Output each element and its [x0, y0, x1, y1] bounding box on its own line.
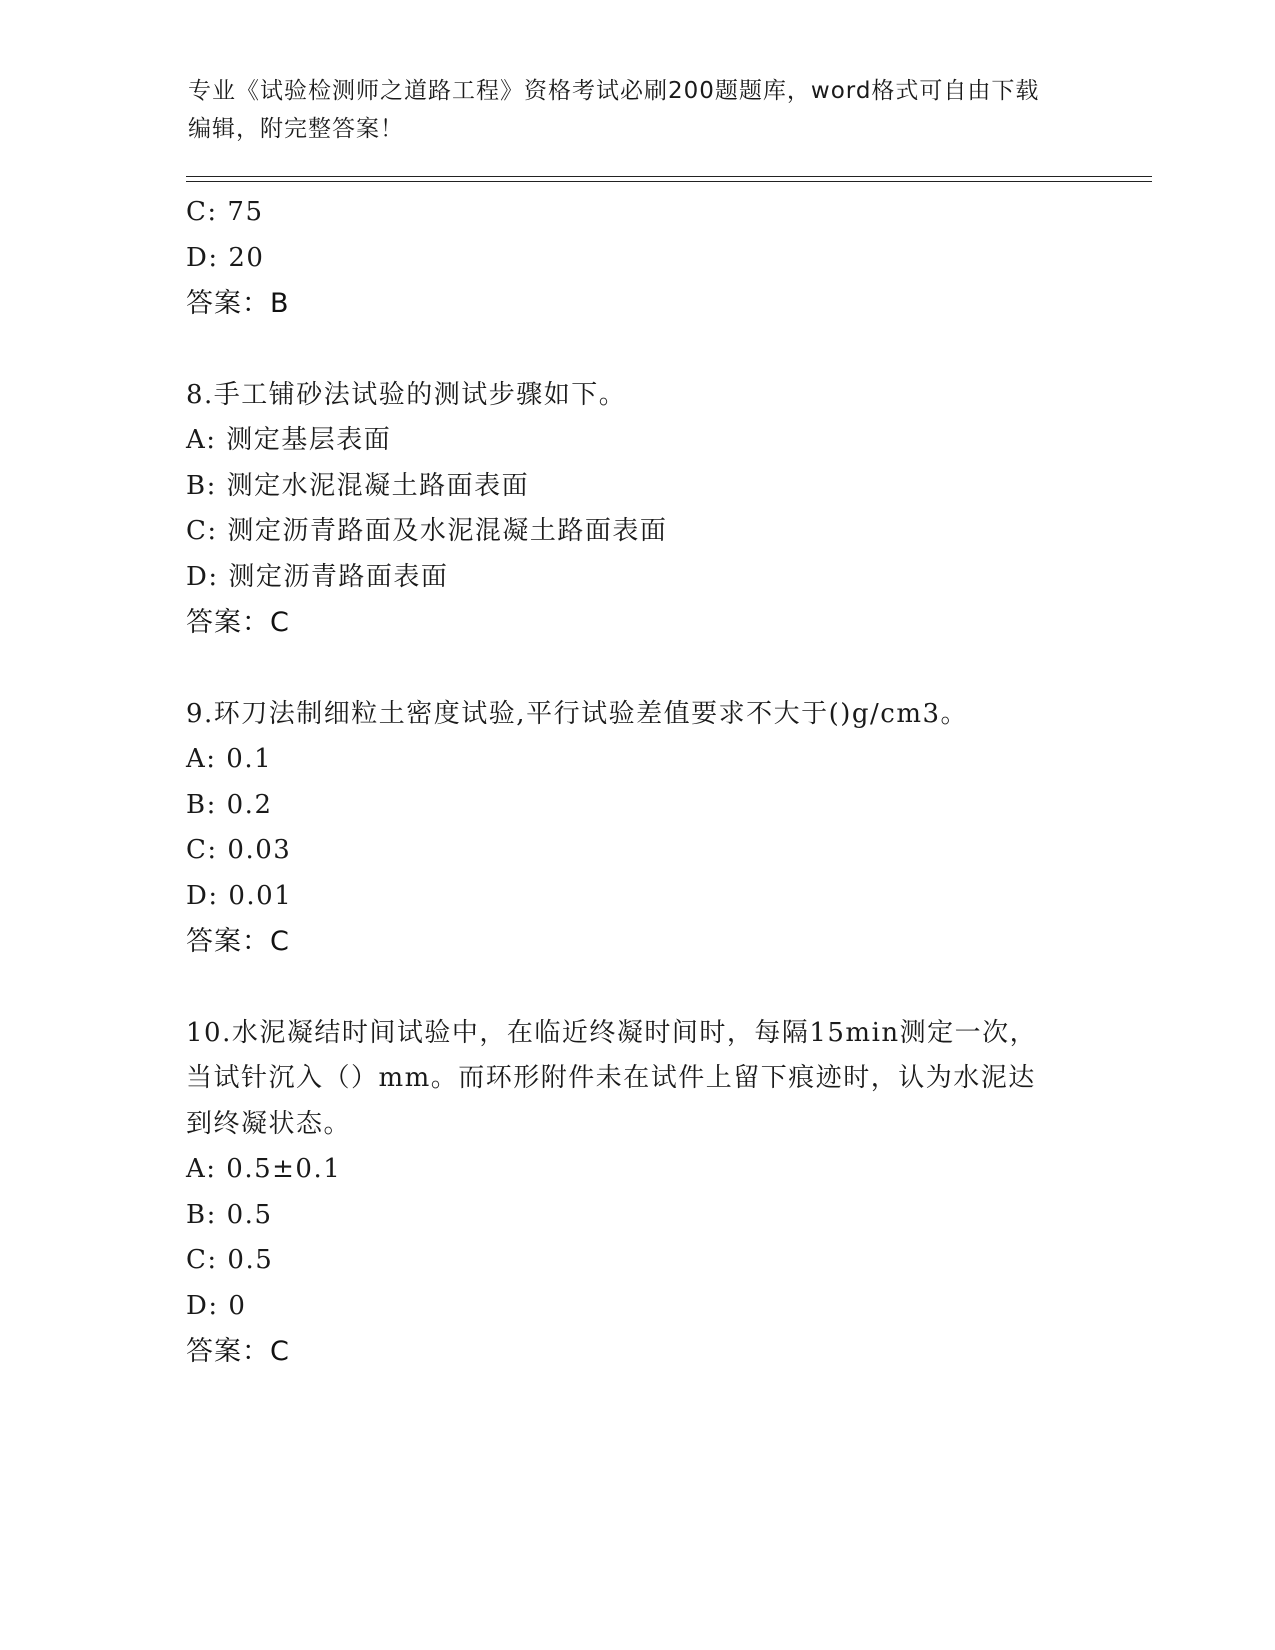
question-block-8	[186, 373, 1086, 646]
question-stem: 8.手工铺砂法试验的测试步骤如下。	[186, 379, 627, 410]
option-c: C: 0.5	[186, 1245, 274, 1275]
question-stem-line-2: 当试针沉入（）mm。而环形附件未在试件上留下痕迹时，认为水泥达	[186, 1063, 1036, 1093]
question-stem-line-3: 到终凝状态。	[186, 1108, 352, 1139]
option-c: C: 0.03	[186, 835, 292, 865]
question-block-prev	[186, 190, 1086, 327]
option-a: A: 0.1	[186, 744, 273, 774]
answer-line: 答案：C	[186, 926, 290, 957]
question-stem-line-1: 10.水泥凝结时间试验中，在临近终凝时间时，每隔15min测定一次，	[186, 1017, 1038, 1048]
option-b: B: 0.5	[186, 1199, 273, 1230]
spacer	[186, 965, 1086, 1011]
question-block-10	[186, 1011, 1086, 1375]
option-d: D: 测定沥青路面表面	[186, 561, 449, 592]
option-b: B: 0.2	[186, 789, 273, 820]
header-divider-bottom	[186, 181, 1152, 182]
spacer	[186, 646, 1086, 692]
header-title-line-1: 专业《试验检测师之道路工程》资格考试必刷200题题库，word格式可自由下载	[188, 78, 1040, 104]
spacer	[186, 327, 1086, 373]
header-title-line-2: 编辑，附完整答案！	[188, 116, 404, 142]
answer-line: 答案：C	[186, 1336, 290, 1367]
header-divider-top	[186, 176, 1152, 177]
option-d: D: 0.01	[186, 880, 293, 911]
answer-line: 答案：B	[186, 288, 290, 319]
question-stem: 9.环刀法制细粒土密度试验,平行试验差值要求不大于()g/cm3。	[186, 698, 969, 729]
option-c: C: 75	[186, 197, 264, 227]
question-stem	[186, 1011, 1066, 1148]
option-b: B: 测定水泥混凝土路面表面	[186, 470, 530, 501]
question-block-9	[186, 692, 1086, 965]
document-header	[188, 72, 1088, 148]
option-a: A: 测定基层表面	[186, 425, 392, 455]
document-body	[186, 190, 1086, 1375]
option-c: C: 测定沥青路面及水泥混凝土路面表面	[186, 516, 668, 546]
option-d: D: 20	[186, 242, 265, 273]
answer-line: 答案：C	[186, 607, 290, 638]
option-a: A: 0.5±0.1	[186, 1154, 342, 1184]
option-d: D: 0	[186, 1290, 247, 1321]
